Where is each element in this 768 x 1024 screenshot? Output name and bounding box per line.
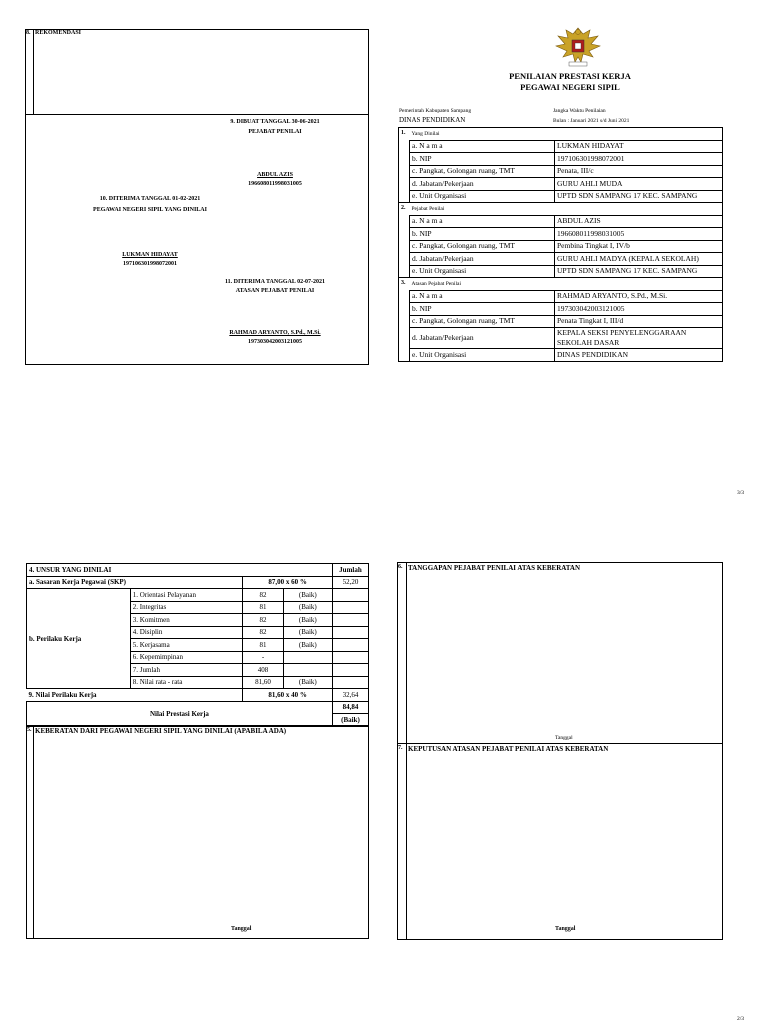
- perilaku-item-grade: (Baik): [283, 676, 332, 689]
- page-number: 3/3: [737, 490, 745, 496]
- skp-formula: 87,00 x 60 %: [243, 576, 333, 589]
- perilaku-item-label: 5. Kerjasama: [130, 639, 243, 652]
- keputusan-divider: [397, 743, 723, 744]
- identity-field-value: RAHMAD ARYANTO, S.Pd., M.Si.: [555, 290, 723, 303]
- perilaku-item-score: 81,60: [243, 676, 283, 689]
- rekomendasi-divider: [25, 114, 369, 115]
- unsur-header: [27, 564, 333, 577]
- identity-field-label: d. Jabatan/Pekerjaan: [410, 328, 555, 349]
- perilaku-item-grade: (Baik): [283, 626, 332, 639]
- identity-field-value: GURU AHLI MADYA (KEPALA SEKOLAH): [555, 253, 723, 266]
- npk-grade: (Baik): [332, 714, 368, 727]
- unsur-table: [26, 563, 369, 727]
- perilaku-kerja-label: b. Perilaku Kerja: [27, 589, 131, 689]
- perilaku-item-jumlah: [332, 651, 368, 664]
- keberatan-title: KEBERATAN DARI PEGAWAI NEGERI SIPIL YANG DINILAI (APABILA ADA): [35, 727, 287, 735]
- perilaku-item-grade: (Baik): [283, 639, 332, 652]
- tanggapan-tanggal: Tanggal: [555, 735, 573, 741]
- document-title-line1: PENILAIAN PRESTASI KERJA: [509, 71, 631, 81]
- identity-field-label: e. Unit Organisasi: [410, 190, 555, 203]
- pejabat-penilai-label: PEJABAT PENILAI: [248, 129, 302, 135]
- pemerintah-label: Pemerintah Kabupaten Sampang: [399, 108, 472, 114]
- jangka-waktu-label: Jangka Waktu Penilaian: [553, 108, 606, 114]
- nilai-perilaku-formula: 81,60 x 40 %: [243, 689, 333, 702]
- identity-field-label: d. Jabatan/Pekerjaan: [410, 178, 555, 191]
- atasan-name: RAHMAD ARYANTO, S.Pd., M.Si.: [229, 330, 321, 336]
- identity-field-label: d. Jabatan/Pekerjaan: [410, 253, 555, 266]
- identity-field-value: ABDUL AZIS: [555, 215, 723, 228]
- perilaku-item-grade: [283, 651, 332, 664]
- identity-field-value: Pembina Tingkat I, IV/b: [555, 240, 723, 253]
- garuda-emblem-icon: [553, 24, 603, 70]
- rekomendasi-num-divider: [33, 29, 34, 114]
- identity-section-title: Yang Dinilai: [410, 128, 723, 141]
- perilaku-item-jumlah: [332, 614, 368, 627]
- identity-field-value: GURU AHLI MUDA: [555, 178, 723, 191]
- npk-value: 84,84: [332, 701, 368, 714]
- perilaku-item-score: 82: [243, 589, 283, 602]
- pns-nip: 197106301998072001: [123, 261, 177, 267]
- atasan-label: ATASAN PEJABAT PENILAI: [235, 288, 315, 294]
- rekomendasi-title: REKOMENDASI: [35, 30, 82, 36]
- identity-field-label: e. Unit Organisasi: [410, 265, 555, 278]
- perilaku-item-jumlah: [332, 589, 368, 602]
- section-number: 8.: [26, 30, 31, 36]
- perilaku-item-jumlah: [332, 626, 368, 639]
- pns-dinilai-label: PEGAWAI NEGERI SIPIL YANG DINILAI: [93, 207, 207, 213]
- diterima-atasan: 11. DITERIMA TANGGAL 02-07-2021: [224, 279, 326, 285]
- perilaku-item-label: 4. Disiplin: [130, 626, 243, 639]
- jangka-waktu-value: Bulan : Januari 2021 s/d Juni 2021: [553, 118, 630, 124]
- identity-section-num: 2.: [399, 203, 410, 278]
- pns-name: LUKMAN HIDAYAT: [122, 252, 178, 258]
- identity-field-value: 197106301998072001: [555, 153, 723, 166]
- document-title-line2: PEGAWAI NEGERI SIPIL: [520, 82, 620, 92]
- identity-section-num: 3.: [399, 278, 410, 362]
- skp-jumlah: 52,20: [332, 576, 368, 589]
- perilaku-item-label: 2. Integritas: [130, 601, 243, 614]
- jumlah-header: Jumlah: [332, 564, 368, 577]
- pejabat-penilai-name: ABDUL AZIS: [257, 172, 293, 178]
- perilaku-item-label: 8. Nilai rata - rata: [130, 676, 243, 689]
- keberatan-num: 5.: [27, 727, 32, 733]
- diterima-pns: 10. DITERIMA TANGGAL 01-02-2021: [99, 196, 201, 202]
- identity-field-value: LUKMAN HIDAYAT: [555, 140, 723, 153]
- identity-field-value: Penata Tingkat I, III/d: [555, 315, 723, 328]
- unsur-num: 4.: [29, 565, 35, 574]
- pejabat-penilai-nip: 196608011998031005: [248, 181, 302, 187]
- perilaku-item-grade: (Baik): [283, 589, 332, 602]
- nilai-perilaku-label: 9. Nilai Perilaku Kerja: [27, 689, 243, 702]
- perilaku-item-score: 82: [243, 614, 283, 627]
- unsur-title: UNSUR YANG DINILAI: [36, 565, 112, 574]
- identity-field-label: b. NIP: [410, 228, 555, 241]
- identity-section-num: 1.: [399, 128, 410, 203]
- identity-field-value: KEPALA SEKSI PENYELENGGARAAN SEKOLAH DASAR: [555, 328, 723, 349]
- dibuat-tanggal: 9. DIBUAT TANGGAL 30-06-2021: [230, 119, 320, 125]
- identity-section-title: Pejabat Penilai: [410, 203, 723, 216]
- page-number-2: 2/3: [737, 1016, 745, 1022]
- identity-field-label: b. NIP: [410, 303, 555, 316]
- skp-label: a. Sasaran Kerja Pegawai (SKP): [27, 576, 243, 589]
- perilaku-item-grade: (Baik): [283, 601, 332, 614]
- identity-field-value: UPTD SDN SAMPANG 17 KEC. SAMPANG: [555, 190, 723, 203]
- identity-table: [398, 127, 723, 362]
- identity-field-value: 197303042003121005: [555, 303, 723, 316]
- perilaku-item-label: 3. Komitmen: [130, 614, 243, 627]
- perilaku-item-score: 81: [243, 639, 283, 652]
- identity-field-label: a. N a m a: [410, 290, 555, 303]
- perilaku-item-score: 81: [243, 601, 283, 614]
- identity-field-value: 196608011998031005: [555, 228, 723, 241]
- keputusan-title: KEPUTUSAN ATASAN PEJABAT PENILAI ATAS KEBERATAN: [408, 745, 609, 753]
- tanggapan-num-divider: [406, 562, 407, 940]
- perilaku-item-jumlah: [332, 639, 368, 652]
- perilaku-item-grade: (Baik): [283, 614, 332, 627]
- identity-section-title: Atasan Pejabat Penilai: [410, 278, 723, 291]
- keputusan-num: 7.: [398, 745, 403, 751]
- tanggapan-num: 6.: [398, 564, 403, 570]
- identity-field-label: b. NIP: [410, 153, 555, 166]
- perilaku-item-score: 408: [243, 664, 283, 677]
- identity-field-label: a. N a m a: [410, 215, 555, 228]
- npk-label: Nilai Prestasi Kerja: [27, 701, 333, 726]
- tanggapan-title: TANGGAPAN PEJABAT PENILAI ATAS KEBERATAN: [408, 564, 581, 572]
- identity-field-value: Penata, III/c: [555, 165, 723, 178]
- identity-field-label: a. N a m a: [410, 140, 555, 153]
- keberatan-panel: [26, 725, 369, 939]
- perilaku-item-jumlah: [332, 664, 368, 677]
- perilaku-item-label: 6. Kepemimpinan: [130, 651, 243, 664]
- perilaku-item-jumlah: [332, 676, 368, 689]
- perilaku-item-label: 1. Orientasi Pelayanan: [130, 589, 243, 602]
- atasan-nip: 197303042003121005: [248, 339, 302, 345]
- keberatan-tanggal: Tanggal: [231, 926, 252, 932]
- perilaku-item-label: 7. Jumlah: [130, 664, 243, 677]
- identity-field-label: c. Pangkat, Golongan ruang, TMT: [410, 240, 555, 253]
- identity-field-label: e. Unit Organisasi: [410, 349, 555, 362]
- identity-field-label: c. Pangkat, Golongan ruang, TMT: [410, 315, 555, 328]
- identity-field-label: c. Pangkat, Golongan ruang, TMT: [410, 165, 555, 178]
- keputusan-tanggal: Tanggal: [555, 926, 576, 932]
- perilaku-item-score: 82: [243, 626, 283, 639]
- keberatan-num-divider: [33, 725, 34, 939]
- nilai-perilaku-jumlah: 32,64: [332, 689, 368, 702]
- perilaku-item-jumlah: [332, 601, 368, 614]
- perilaku-item-score: -: [243, 651, 283, 664]
- identity-field-value: UPTD SDN SAMPANG 17 KEC. SAMPANG: [555, 265, 723, 278]
- identity-field-value: DINAS PENDIDIKAN: [555, 349, 723, 362]
- perilaku-item-grade: [283, 664, 332, 677]
- dinas-label: DINAS PENDIDIKAN: [399, 116, 466, 124]
